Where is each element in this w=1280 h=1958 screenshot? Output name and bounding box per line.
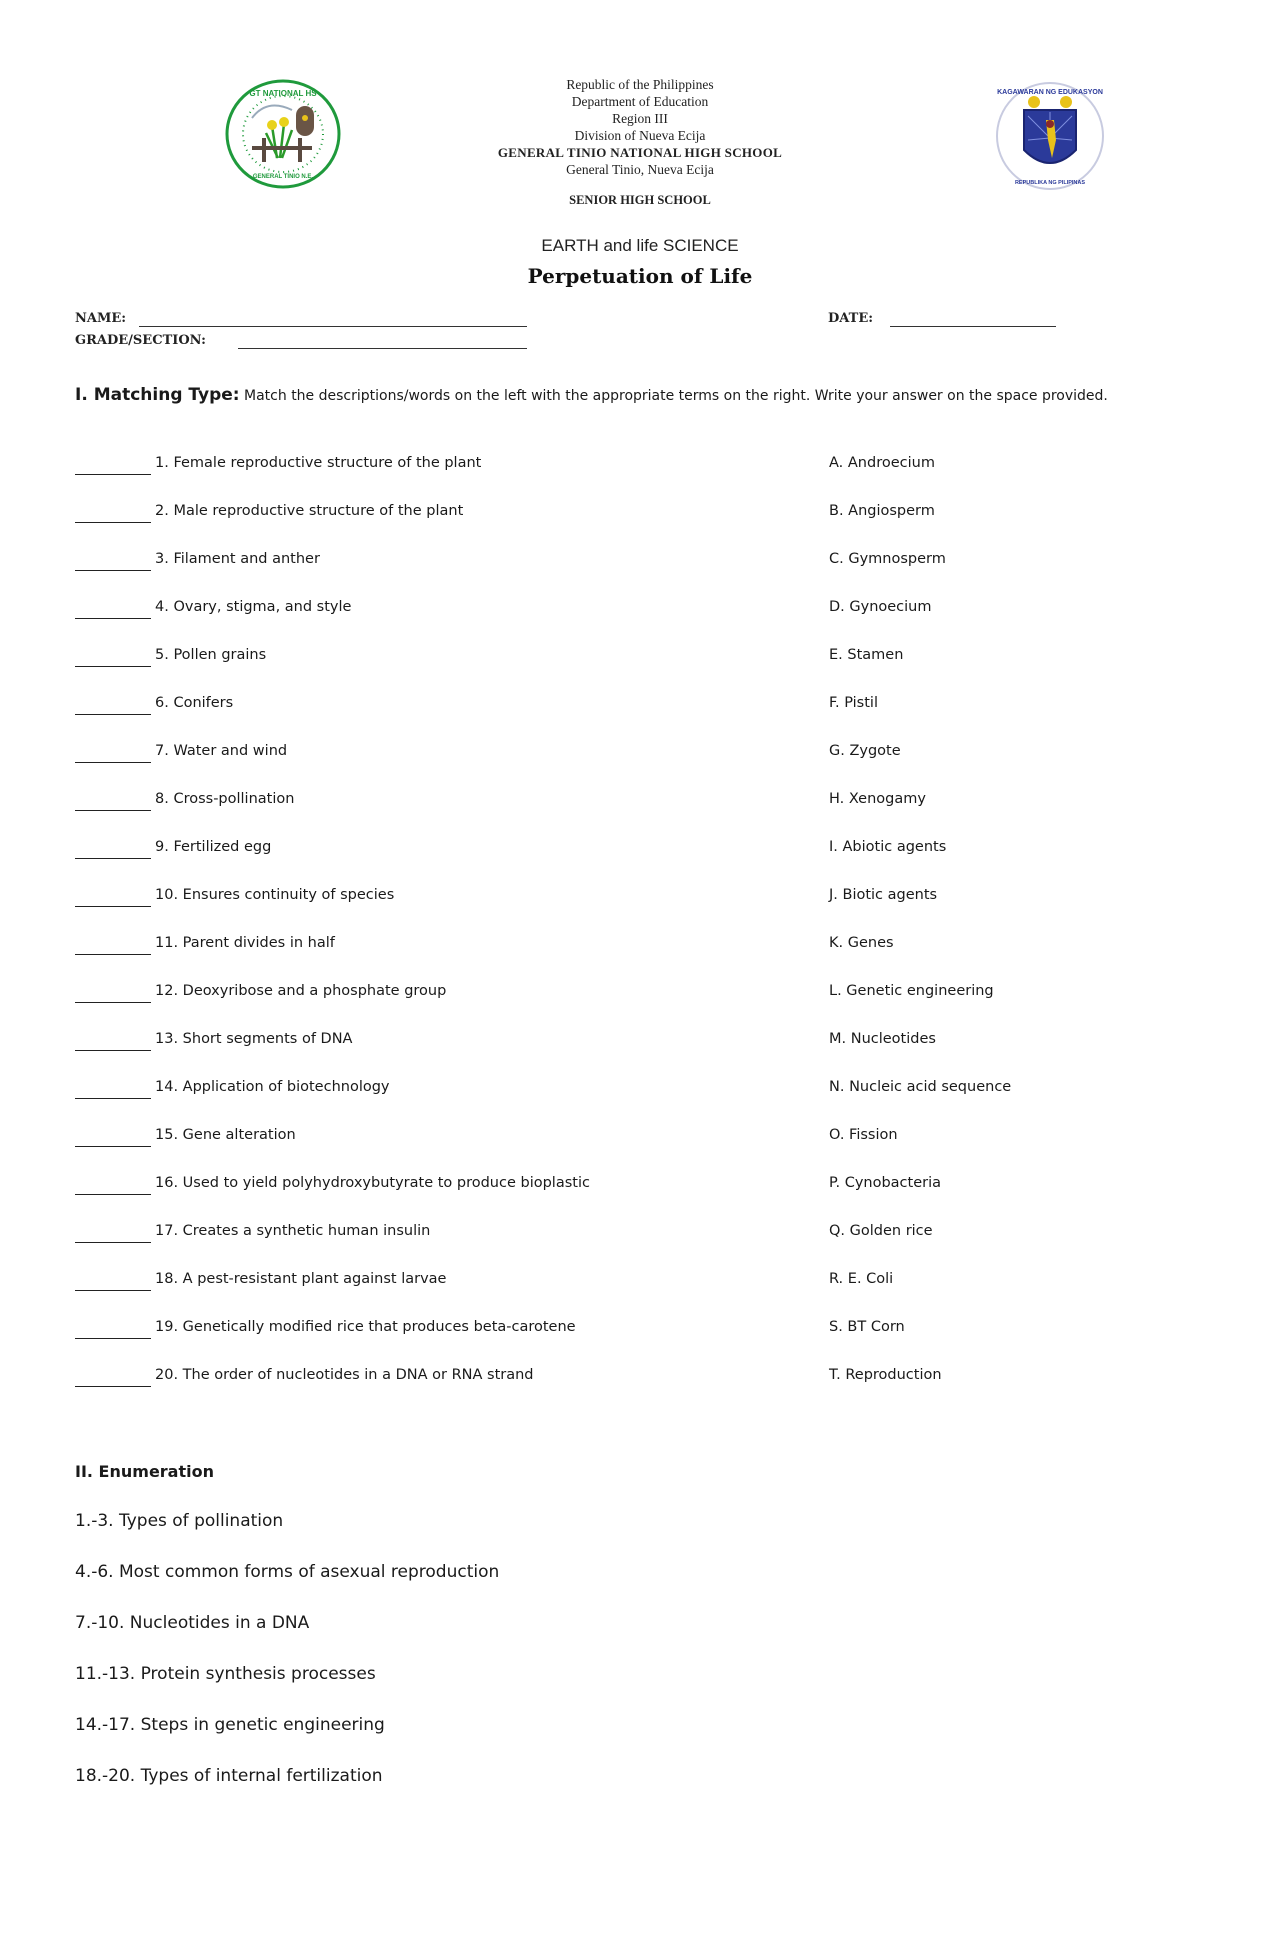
choice-item: M. Nucleotides — [829, 1031, 936, 1047]
choice-item: L. Genetic engineering — [829, 983, 994, 999]
question-text: 16. Used to yield polyhydroxybutyrate to produce bioplastic — [155, 1175, 590, 1191]
question-text: 13. Short segments of DNA — [155, 1031, 353, 1047]
choice-item: Q. Golden rice — [829, 1223, 933, 1239]
school-seal-icon — [222, 78, 344, 190]
question-text: 17. Creates a synthetic human insulin — [155, 1223, 431, 1239]
matching-heading: I. Matching Type: — [75, 385, 240, 405]
question-text: 14. Application of biotechnology — [155, 1079, 390, 1095]
choice-item: R. E. Coli — [829, 1271, 894, 1287]
svg-text:GT NATIONAL HS: GT NATIONAL HS — [249, 89, 317, 98]
answer-blank[interactable] — [75, 1050, 151, 1051]
choice-item: T. Reproduction — [829, 1367, 942, 1383]
choice-item: E. Stamen — [829, 647, 904, 663]
choice-item: D. Gynoecium — [829, 599, 932, 615]
answer-blank[interactable] — [75, 1146, 151, 1147]
svg-text:REPUBLIKA NG PILIPINAS: REPUBLIKA NG PILIPINAS — [1014, 180, 1086, 186]
letterhead — [440, 76, 840, 209]
answer-blank[interactable] — [75, 1242, 151, 1243]
question-text: 8. Cross-pollination — [155, 791, 295, 807]
enumeration-item: 4.-6. Most common forms of asexual reproduction — [75, 1562, 500, 1582]
enumeration-item: 14.-17. Steps in genetic engineering — [75, 1715, 385, 1735]
answer-blank[interactable] — [75, 906, 151, 907]
choice-item: I. Abiotic agents — [829, 839, 947, 855]
answer-blank[interactable] — [75, 522, 151, 523]
deped-seal-logo — [994, 80, 1106, 192]
enumeration-item: 11.-13. Protein synthesis processes — [75, 1664, 376, 1684]
question-text: 6. Conifers — [155, 695, 234, 711]
answer-blank[interactable] — [75, 858, 151, 859]
answer-blank[interactable] — [75, 1098, 151, 1099]
answer-blank[interactable] — [75, 474, 151, 475]
choice-item: C. Gymnosperm — [829, 551, 946, 567]
answer-blank[interactable] — [75, 1194, 151, 1195]
page-title: Perpetuation of Life — [527, 264, 753, 288]
choice-item: B. Angiosperm — [829, 503, 935, 519]
name-field[interactable] — [139, 326, 527, 327]
question-text: 12. Deoxyribose and a phosphate group — [155, 983, 447, 999]
grade-section-field[interactable] — [238, 348, 527, 349]
letterhead-line: Republic of the Philippines — [566, 77, 714, 92]
answer-blank[interactable] — [75, 810, 151, 811]
answer-blank[interactable] — [75, 570, 151, 571]
choice-item: H. Xenogamy — [829, 791, 926, 807]
question-text: 1. Female reproductive structure of the plant — [155, 455, 482, 471]
enumeration-item: 18.-20. Types of internal fertilization — [75, 1766, 383, 1786]
question-text: 19. Genetically modified rice that produces beta-carotene — [155, 1319, 576, 1335]
svg-text:KAGAWARAN NG EDUKASYON: KAGAWARAN NG EDUKASYON — [997, 89, 1103, 96]
department-name: SENIOR HIGH SCHOOL — [569, 193, 711, 207]
question-text: 20. The order of nucleotides in a DNA or RNA strand — [155, 1367, 534, 1383]
choice-item: O. Fission — [829, 1127, 898, 1143]
question-text: 11. Parent divides in half — [155, 935, 335, 951]
question-text: 9. Fertilized egg — [155, 839, 272, 855]
matching-instructions-text: Match the descriptions/words on the left with the appropriate terms on the right. Write your answer on the space provided. — [239, 388, 1108, 404]
letterhead-line: Department of Education — [571, 94, 709, 109]
question-text: 5. Pollen grains — [155, 647, 267, 663]
grade-section-label: GRADE/SECTION: — [75, 333, 206, 348]
answer-blank[interactable] — [75, 714, 151, 715]
question-text: 4. Ovary, stigma, and style — [155, 599, 352, 615]
question-text: 18. A pest-resistant plant against larvae — [155, 1271, 447, 1287]
matching-instructions — [75, 382, 1205, 409]
choice-item: A. Androecium — [829, 455, 935, 471]
choice-item: F. Pistil — [829, 695, 878, 711]
subject-heading: EARTH and life SCIENCE — [541, 236, 739, 255]
letterhead-line: Division of Nueva Ecija — [574, 128, 706, 143]
school-location: General Tinio, Nueva Ecija — [566, 162, 714, 177]
choice-item: N. Nucleic acid sequence — [829, 1079, 1012, 1095]
answer-blank[interactable] — [75, 1386, 151, 1387]
enumeration-heading: II. Enumeration — [75, 1462, 214, 1481]
answer-blank[interactable] — [75, 954, 151, 955]
date-label: DATE: — [828, 311, 874, 326]
question-text: 15. Gene alteration — [155, 1127, 296, 1143]
answer-blank[interactable] — [75, 618, 151, 619]
enumeration-item: 1.-3. Types of pollination — [75, 1511, 284, 1531]
enumeration-item: 7.-10. Nucleotides in a DNA — [75, 1613, 310, 1633]
question-text: 3. Filament and anther — [155, 551, 320, 567]
question-text: 10. Ensures continuity of species — [155, 887, 395, 903]
answer-blank[interactable] — [75, 666, 151, 667]
choice-item: K. Genes — [829, 935, 894, 951]
answer-blank[interactable] — [75, 1002, 151, 1003]
choice-item: P. Cynobacteria — [829, 1175, 942, 1191]
question-text: 7. Water and wind — [155, 743, 288, 759]
name-label: NAME: — [75, 311, 127, 326]
deped-seal-icon — [994, 80, 1106, 192]
school-seal-logo — [222, 78, 344, 190]
answer-blank[interactable] — [75, 1290, 151, 1291]
date-field[interactable] — [890, 326, 1056, 327]
choice-item: J. Biotic agents — [829, 887, 938, 903]
choice-item: G. Zygote — [829, 743, 901, 759]
school-name: GENERAL TINIO NATIONAL HIGH SCHOOL — [497, 145, 783, 160]
answer-blank[interactable] — [75, 762, 151, 763]
letterhead-line: Region III — [612, 111, 668, 126]
svg-text:GENERAL TINIO N.E.: GENERAL TINIO N.E. — [252, 174, 314, 180]
choice-item: S. BT Corn — [829, 1319, 905, 1335]
question-text: 2. Male reproductive structure of the plant — [155, 503, 464, 519]
answer-blank[interactable] — [75, 1338, 151, 1339]
